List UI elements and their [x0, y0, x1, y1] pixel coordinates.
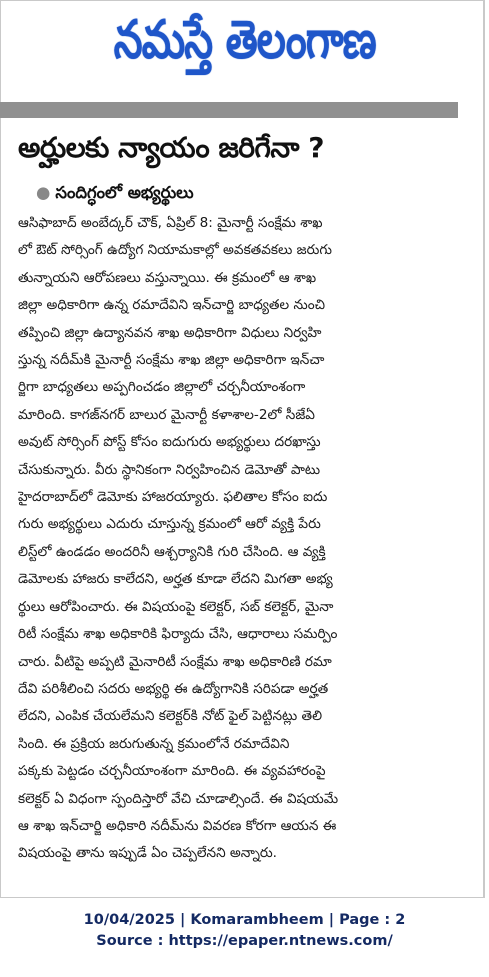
article-line: జిల్లా అధికారిగా ఉన్న రమాదేవిని ఇన్‌చార్జి బాధ్యతల నుంచి: [18, 297, 326, 314]
article-line: ర్జిగా బాధ్యతలు అప్పగించడం జిల్లాలో చర్చనీయాంశంగా: [18, 379, 306, 396]
bullet-icon: ●: [36, 183, 51, 202]
article-line: అవుట్ సోర్సింగ్ పోస్ట్ కోసం ఐదుగురు అభ్యర్థులు దరఖాస్తు: [18, 434, 321, 451]
article-headline: అర్హులకు న్యాయం జరిగేనా ?: [18, 131, 324, 164]
article-line: ఆసిఫాబాద్ అంబేద్కర్ చౌక్, ఏప్రిల్ 8: మైనార్టీ సంక్షేమ శాఖ: [18, 215, 323, 231]
article-line: కలెక్టర్ ఏ విధంగా స్పందిస్తారో వేచి చూడాల్సిందే. ఈ విషయమే: [18, 790, 339, 807]
article-line: ఆ శాఖ ఇన్‌చార్జి అధికారి నదీమ్‌ను వివరణ కోరగా ఆయన ఈ: [18, 817, 337, 834]
article-line: గురు అభ్యర్థులు ఎదురు చూస్తున్న క్రమంలో ఆరో వ్యక్తి పేరు: [18, 516, 321, 533]
article-line: సింది. ఈ ప్రక్రియ జరుగుతున్న క్రమంలోనే రమాదేవిని: [18, 735, 290, 752]
cut-off-text-line: [70, 889, 390, 898]
footer-meta: 10/04/2025 | Komarambheem | Page : 2: [83, 912, 406, 928]
article-line: డెమోలకు హాజరు కాలేదని, అర్హత కూడా లేదని మిగతా అభ్య: [18, 571, 333, 588]
article-line: ర్థులు ఆరోపించారు. ఈ విషయంపై కలెక్టర్, సబ్ కలెక్టర్, మైనా: [18, 598, 334, 615]
article-line: రిటీ సంక్షేమ శాఖ అధికారికి ఫిర్యాదు చేసి, ఆధారాలు సమర్పిం: [18, 626, 338, 643]
article-line: చేసుకున్నారు. వీరు స్థానికంగా నిర్వహించిన డెమోతో పాటు: [18, 461, 321, 478]
article-line: చారు. వీటిపై అప్పటి మైనారిటీ సంక్షేమ శాఖ అధికారిణి రమా: [18, 653, 332, 670]
article-line: లిస్ట్‌లో ఉండడం అందరినీ ఆశ్చర్యానికి గురి చేసింది. ఆ వ్యక్తి: [18, 543, 326, 560]
article-line: లో ఔట్ సోర్సింగ్ ఉద్యోగ నియామకాల్లో అవకతవకలు జరుగు: [18, 242, 332, 259]
article-subhead: [36, 183, 194, 206]
masthead: [0, 0, 489, 92]
article-body: [18, 210, 474, 868]
header-rule: [0, 102, 458, 118]
article-line: దేవి పరిశీలించి సదరు అభ్యర్థి ఈ ఉద్యోగానికి సరిపడా అర్హత: [18, 680, 329, 697]
article-line: తున్నాయని ఆరోపణలు వస్తున్నాయి. ఈ క్రమంలో ఆ శాఖ: [18, 269, 317, 286]
article-line: హైదరాబాద్‌లో డెమోకు హాజరయ్యారు. ఫలితాల కోసం ఐదు: [18, 489, 328, 506]
article-line: లేదని, ఎంపిక చేయలేమని కలెక్టర్‌కి నోట్ ఫైల్ పెట్టినట్లు తెలి: [18, 708, 323, 725]
footer-source: Source : https://epaper.ntnews.com/: [96, 933, 393, 949]
newspaper-logo: నమస్తే తెలంగాణ: [113, 8, 376, 70]
article-line: విషయంపై తాను ఇప్పుడే ఏం చెప్పలేనని అన్నారు.: [18, 845, 277, 862]
article-line: పక్కకు పెట్టడం చర్చనీయాంశంగా మారింది. ఈ వ్యవహారంపై: [18, 763, 326, 780]
article-line: తప్పించి జిల్లా ఉద్యానవన శాఖ అధికారిగా విధులు నిర్వహి: [18, 324, 322, 341]
article-line: మారింది. కాగజ్‌నగర్ బాలుర మైనార్టీ కళాశాల-2లో సీజేఏ: [18, 406, 315, 423]
footer: [0, 910, 489, 952]
subhead-text: సందిగ్ధంలో అభ్యర్థులు: [55, 183, 194, 202]
article-line: స్తున్న నదీమ్‌కి మైనార్టీ సంక్షేమ శాఖ జిల్లా అధికారిగా ఇన్‌చా: [18, 352, 325, 369]
